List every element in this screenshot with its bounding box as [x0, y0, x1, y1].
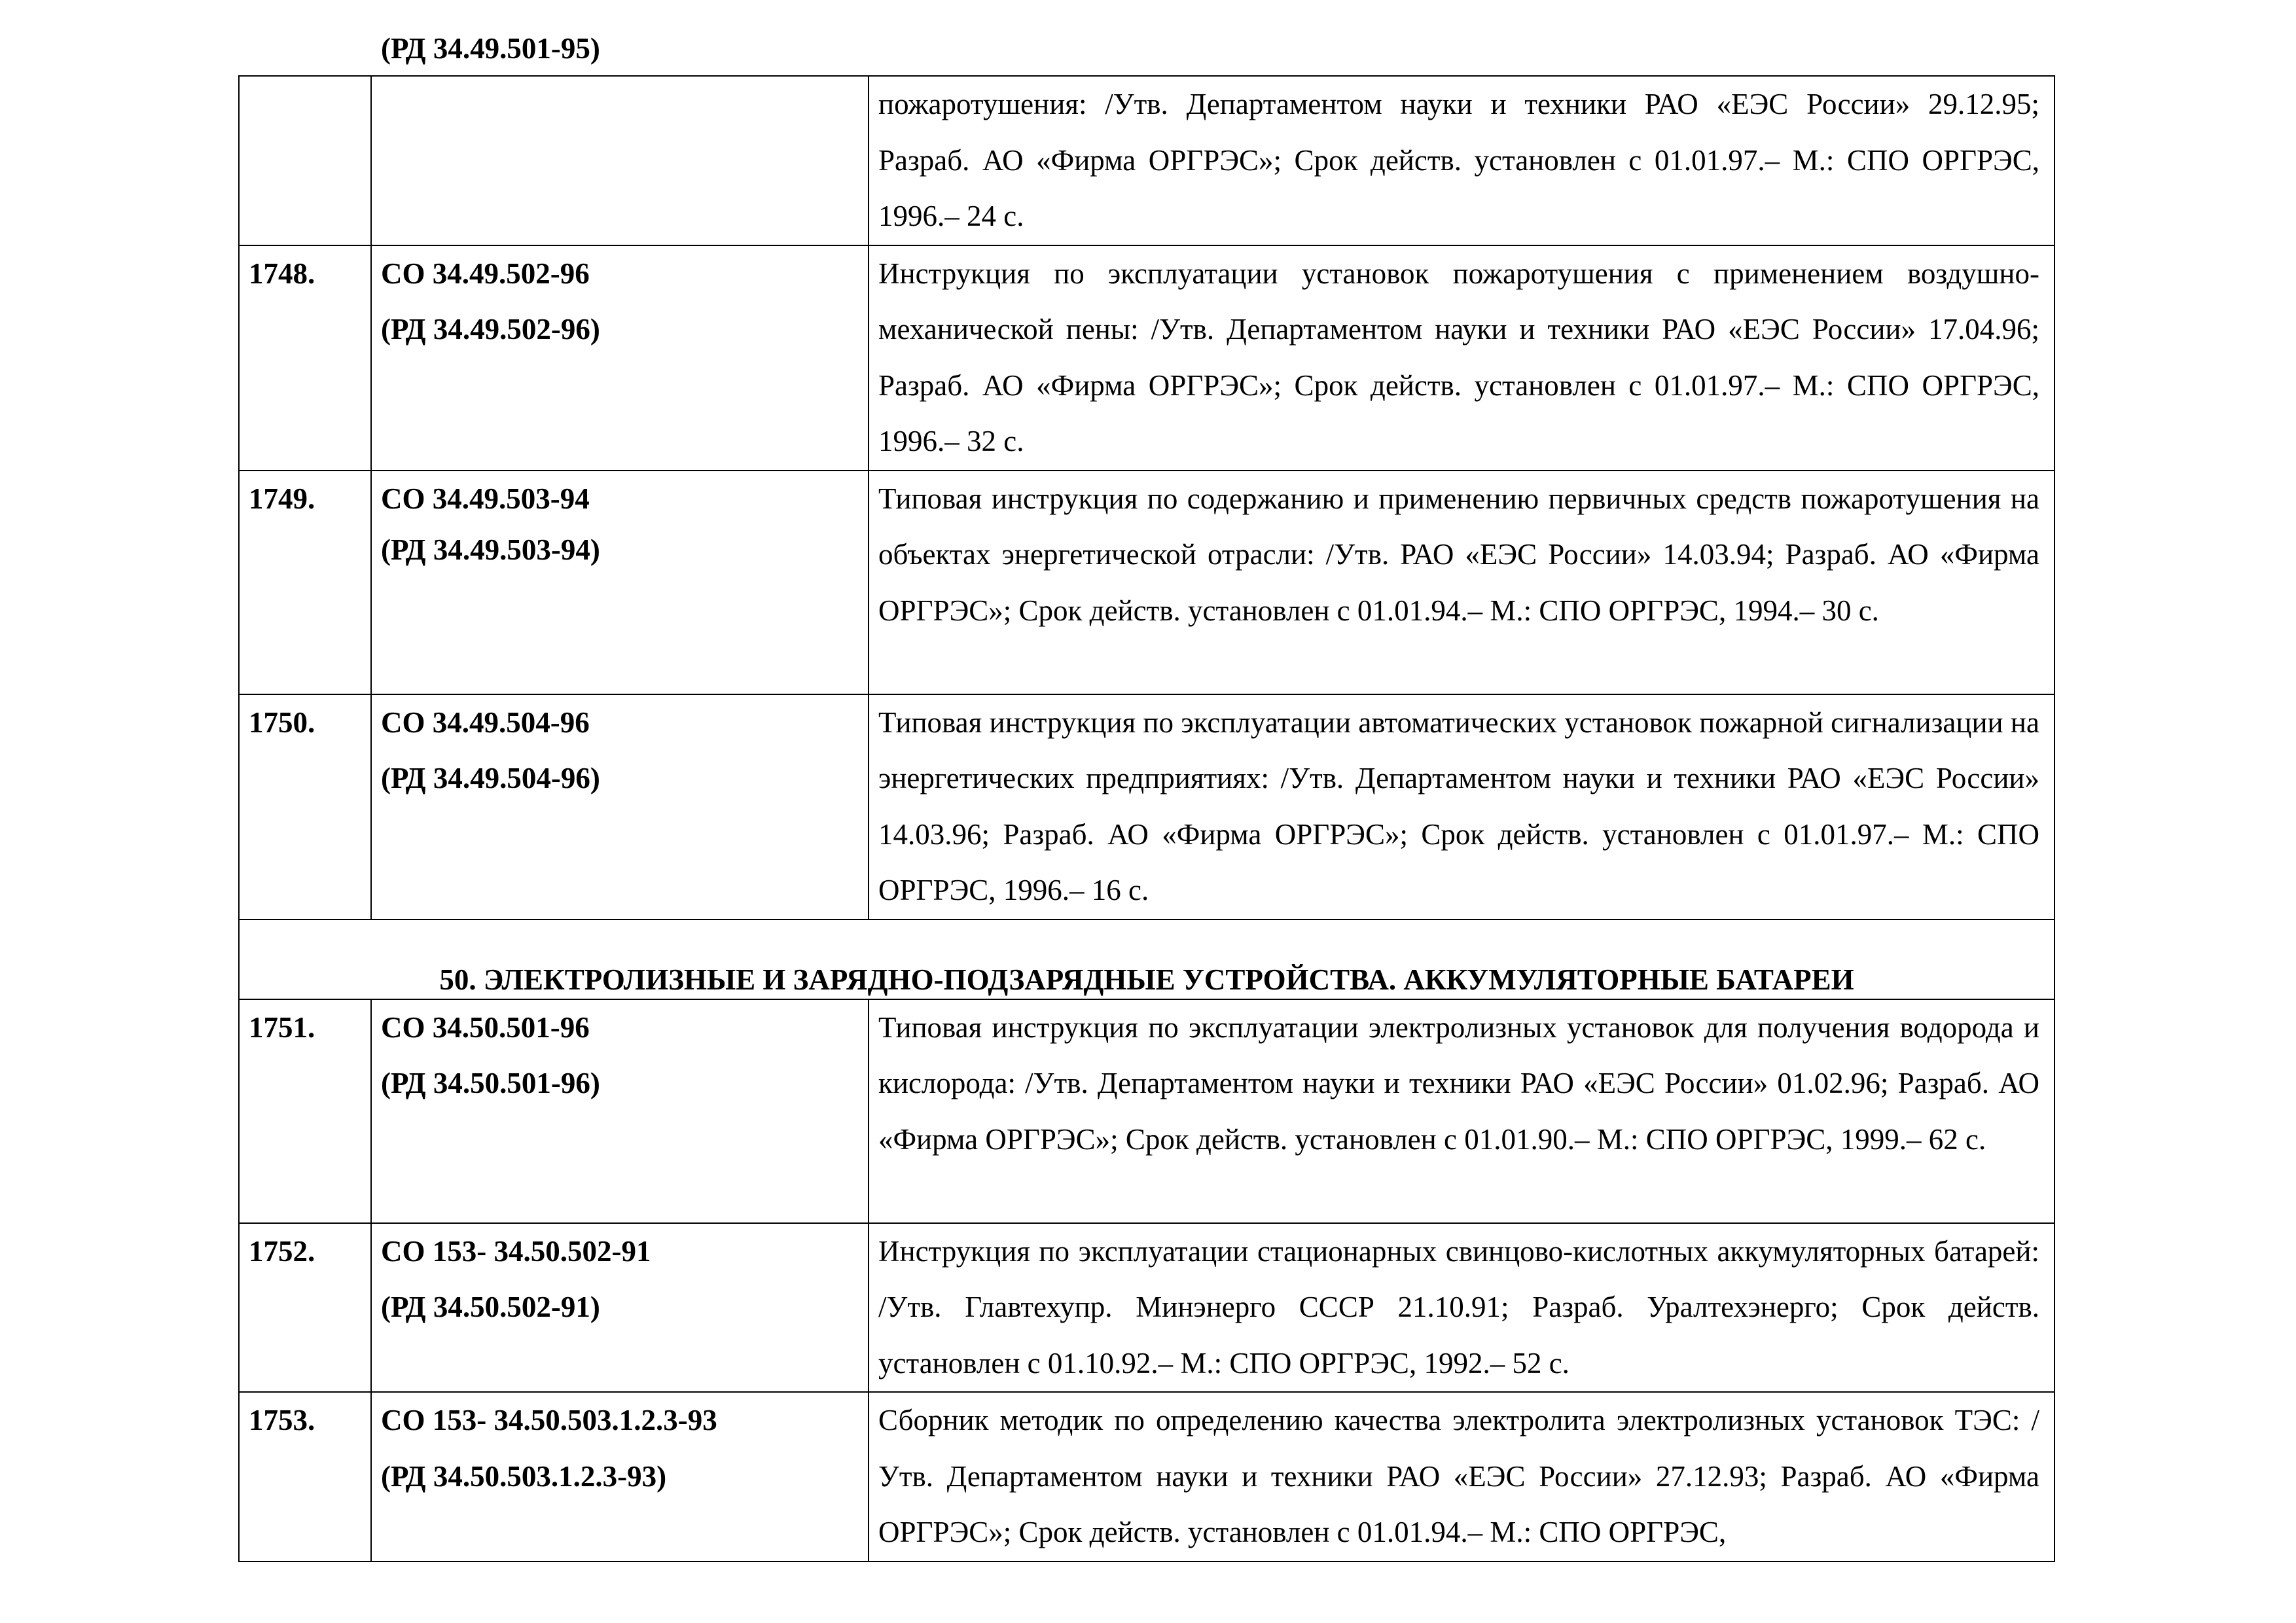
document-code: [371, 694, 869, 919]
code-primary: СО 34.49.504-96: [381, 705, 590, 739]
table-row: [239, 1223, 2054, 1393]
code-primary: СО 153- 34.50.503.1.2.3-93: [381, 1404, 717, 1436]
row-number: 1752.: [239, 1223, 371, 1393]
document-description: Типовая инструкция по эксплуатации автоматических установок пожарной сигнализации на энергетических предприятиях: /Утв. Департаментом науки и техники РАО «ЕЭС России» 14.03.96; Разраб. АО «Фирма ОРГРЭС»; Срок действ. установлен с 01.01.97.– М.: СПО ОРГРЭС, 1996.– 16 с.: [869, 694, 2054, 919]
code-secondary: (РД 34.50.502-91): [381, 1291, 600, 1323]
document-code: [371, 1392, 869, 1561]
code-secondary: (РД 34.49.501-95): [381, 31, 600, 65]
code-primary: СО 153- 34.50.502-91: [381, 1234, 651, 1268]
code-secondary: (РД 34.49.503-94): [381, 533, 600, 566]
document-description: Типовая инструкция по эксплуатации электролизных установок для получения водорода и кислорода: /Утв. Департаментом науки и техники РАО «ЕЭС России» 01.02.96; Разраб. АО «Фирма ОРГРЭС»; Срок действ. установлен с 01.01.90.– М.: СПО ОРГРЭС, 1999.– 62 с.: [869, 999, 2054, 1223]
document-code: [371, 31, 869, 245]
table-row: [239, 245, 2054, 471]
document-description: Сборник методик по определению качества электролита электролизных установок ТЭС: /Утв. Департаментом науки и техники РАО «ЕЭС России» 27.12.93; Разраб. АО «Фирма ОРГРЭС»; Срок действ. установлен с 01.01.94.– М.: СПО ОРГРЭС,: [869, 1392, 2054, 1561]
table-row: [239, 1392, 2054, 1561]
document-table: [238, 31, 2055, 1562]
code-secondary: (РД 34.49.502-96): [381, 313, 600, 346]
document-description: Инструкция по эксплуатации установок пожаротушения с применением воздушно-механической пены: /Утв. Департаментом науки и техники РАО «ЕЭС России» 17.04.96; Разраб. АО «Фирма ОРГРЭС»; Срок действ. установлен с 01.01.97.– М.: СПО ОРГРЭС, 1996.– 32 с.: [869, 245, 2054, 471]
code-secondary: (РД 34.50.501-96): [381, 1067, 600, 1099]
table-row: [239, 76, 2054, 245]
document-code: [371, 999, 869, 1223]
row-number: 1751.: [239, 999, 371, 1223]
section-title: 50. ЭЛЕКТРОЛИЗНЫЕ И ЗАРЯДНО-ПОДЗАРЯДНЫЕ УСТРОЙСТВА. АККУМУЛЯТОРНЫЕ БАТАРЕИ: [239, 919, 2054, 999]
table-row: [239, 694, 2054, 919]
document-code: [371, 471, 869, 694]
document-code: [371, 1223, 869, 1393]
row-number: [239, 76, 371, 245]
code-primary: СО 34.50.501-96: [381, 1010, 590, 1044]
section-heading-row: [239, 919, 2054, 999]
document-description: Инструкция по эксплуатации стационарных свинцово-кислотных аккумуляторных батарей: /Утв. Главтехупр. Минэнерго СССР 21.10.91; Разраб. Уралтехэнерго; Срок действ. установлен с 01.10.92.– М.: СПО ОРГРЭС, 1992.– 52 с.: [869, 1223, 2054, 1393]
code-secondary: (РД 34.50.503.1.2.3-93): [381, 1459, 667, 1493]
table-row: [239, 999, 2054, 1223]
document-code: [371, 245, 869, 471]
row-number: 1749.: [239, 471, 371, 694]
code-secondary: (РД 34.49.504-96): [381, 762, 600, 794]
table-row: [239, 471, 2054, 694]
code-primary: СО 34.49.503-94: [381, 482, 590, 515]
row-number: 1753.: [239, 1392, 371, 1561]
document-description: пожаротушения: /Утв. Департаментом науки и техники РАО «ЕЭС России» 29.12.95; Разраб. АО «Фирма ОРГРЭС»; Срок действ. установлен с 01.01.97.– М.: СПО ОРГРЭС, 1996.– 24 с.: [869, 76, 2054, 245]
row-number: 1748.: [239, 245, 371, 471]
document-description: Типовая инструкция по содержанию и применению первичных средств пожаротушения на объектах энергетической отрасли: /Утв. РАО «ЕЭС России» 14.03.94; Разраб. АО «Фирма ОРГРЭС»; Срок действ. установлен с 01.01.94.– М.: СПО ОРГРЭС, 1994.– 30 с.: [869, 471, 2054, 694]
row-number: 1750.: [239, 694, 371, 919]
code-primary: СО 34.49.502-96: [381, 257, 590, 290]
